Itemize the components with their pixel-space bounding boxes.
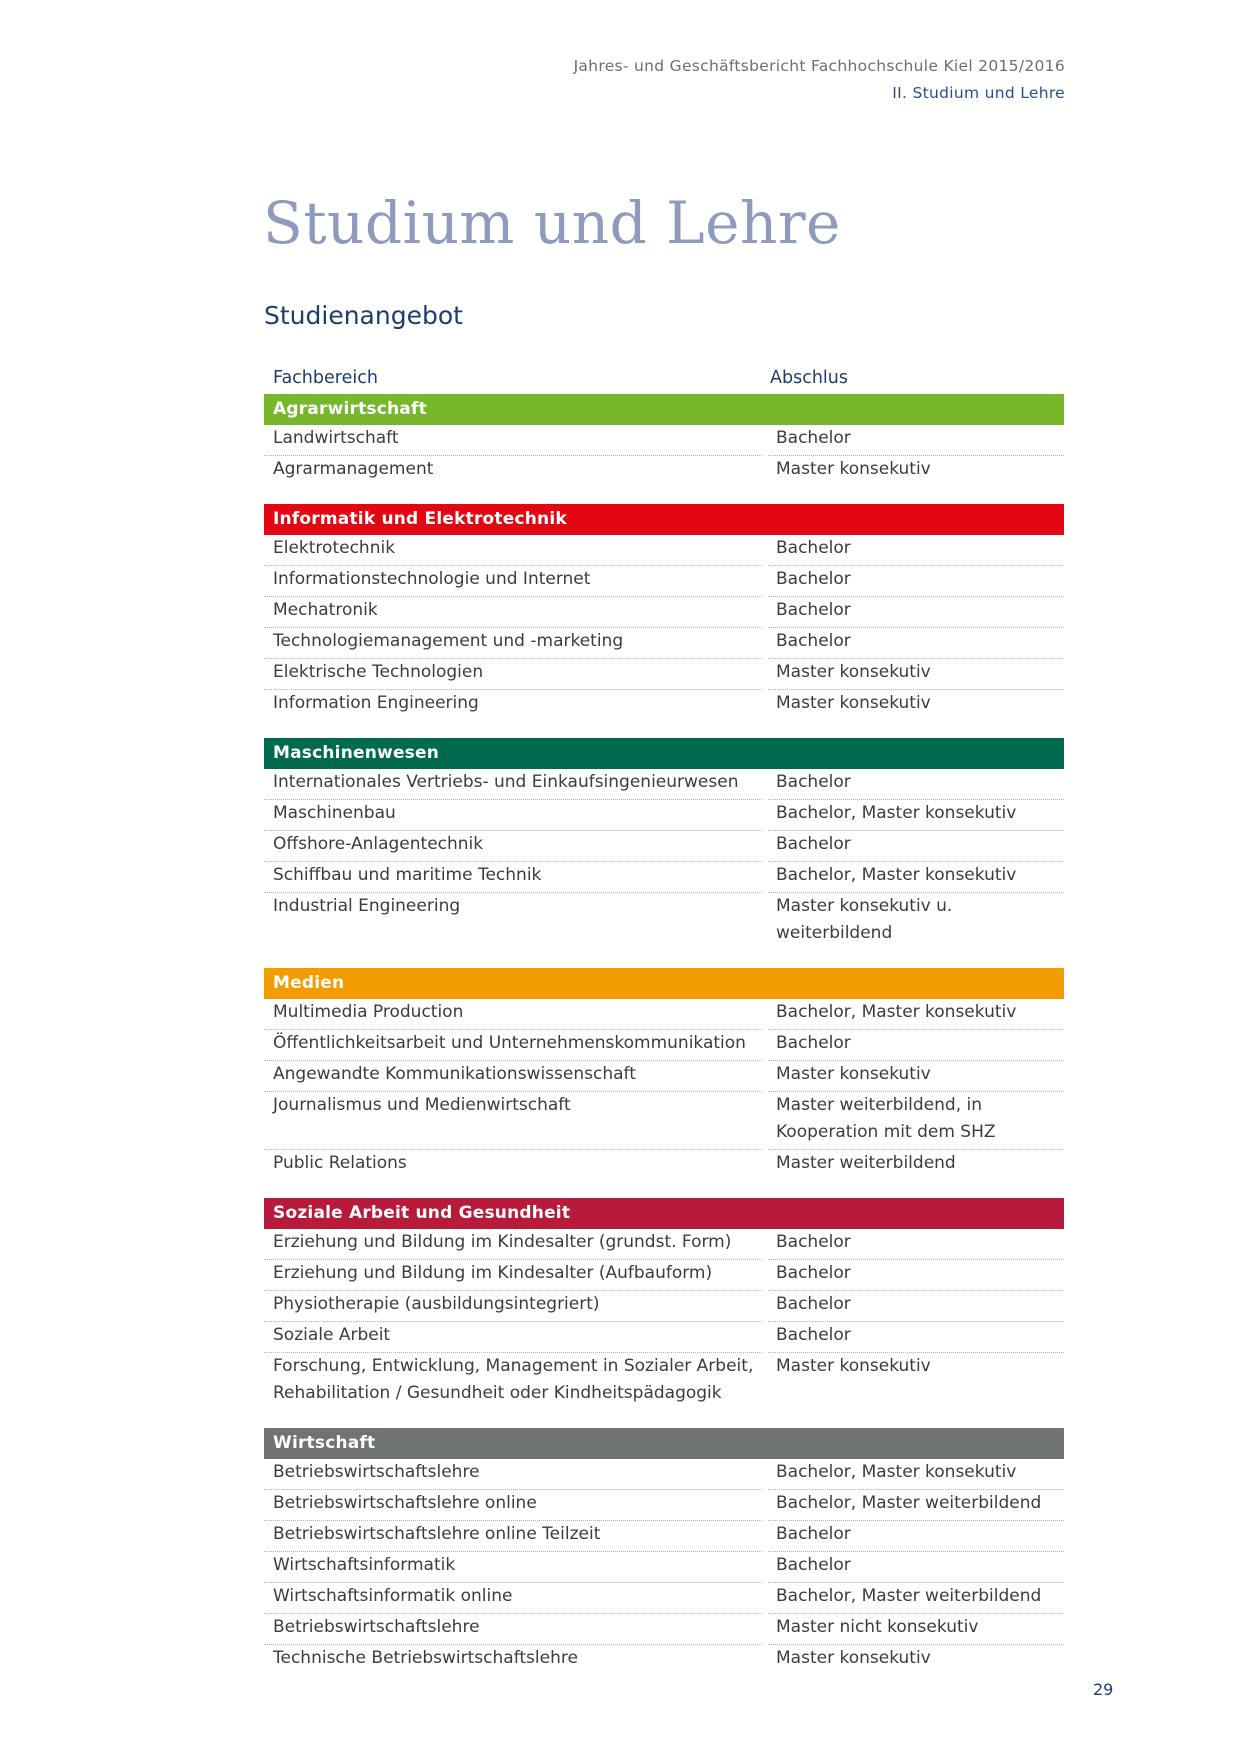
table-row (264, 862, 1064, 893)
faculty-header: Informatik und Elektrotechnik (264, 504, 1064, 535)
faculty-header: Soziale Arbeit und Gesundheit (264, 1198, 1064, 1229)
degree-type: Master konsekutiv (768, 1061, 1064, 1092)
degree-type: Bachelor (768, 1322, 1064, 1353)
report-title: Jahres- und Geschäftsbericht Fachhochschule Kiel 2015/2016 (573, 57, 1065, 75)
table-row (264, 1490, 1064, 1521)
table-row (264, 1260, 1064, 1291)
table-row (264, 769, 1064, 800)
program-name: Elektrische Technologien (264, 659, 762, 690)
degree-type: Bachelor (768, 769, 1064, 800)
degree-type: Bachelor (768, 1291, 1064, 1322)
table-row (264, 1229, 1064, 1260)
faculty-group (264, 738, 1064, 950)
table-row (264, 1645, 1064, 1675)
column-header-abschluss: Abschlus (770, 368, 848, 388)
table-row (264, 628, 1064, 659)
degree-type: Bachelor (768, 628, 1064, 659)
page-number: 29 (1093, 1680, 1114, 1699)
program-name: Information Engineering (273, 693, 479, 713)
degree-type: Bachelor, Master weiterbildend (768, 1490, 1064, 1521)
table-row (264, 659, 1064, 690)
program-name: Soziale Arbeit (264, 1322, 762, 1353)
degree-type: Bachelor (768, 1260, 1064, 1291)
faculty-header: Agrarwirtschaft (264, 394, 1064, 425)
program-name: Physiotherapie (ausbildungsintegriert) (264, 1291, 762, 1322)
faculty-group (264, 1198, 1064, 1410)
program-name: Betriebswirtschaftslehre online Teilzeit (264, 1521, 762, 1552)
page-title: Studium und Lehre (263, 189, 841, 257)
faculty-groups (264, 394, 1064, 1675)
program-name: Multimedia Production (264, 999, 762, 1030)
table-row (264, 1459, 1064, 1490)
degree-type: Master konsekutiv (776, 693, 931, 713)
degree-type: Master konsekutiv (776, 1356, 931, 1376)
degree-type: Bachelor (768, 535, 1064, 566)
program-name: Mechatronik (264, 597, 762, 628)
running-head (574, 53, 1065, 107)
table-row (264, 893, 1064, 950)
faculty-group (264, 394, 1064, 486)
table-row (264, 1061, 1064, 1092)
program-name: Landwirtschaft (264, 425, 762, 456)
program-name: Erziehung und Bildung im Kindesalter (grundst. Form) (264, 1229, 762, 1260)
chapter-label: II. Studium und Lehre (892, 84, 1065, 102)
table-row (264, 535, 1064, 566)
degree-type: Master konsekutiv (776, 459, 931, 479)
degree-type: Bachelor (768, 1521, 1064, 1552)
degree-type: Master weiterbildend (776, 1153, 956, 1173)
program-name: Informationstechnologie und Internet (264, 566, 762, 597)
program-name: Public Relations (273, 1153, 407, 1173)
program-name: Internationales Vertriebs- und Einkaufsingenieurwesen (264, 769, 762, 800)
degree-type: Bachelor (768, 566, 1064, 597)
degree-type: Master konsekutiv (768, 659, 1064, 690)
program-name: Offshore-Anlagentechnik (264, 831, 762, 862)
degree-type: Bachelor, Master konsekutiv (768, 800, 1064, 831)
table-row (264, 1552, 1064, 1583)
program-table (264, 362, 1064, 1693)
program-name: Betriebswirtschaftslehre (264, 1459, 762, 1490)
degree-type: Bachelor, Master konsekutiv (768, 999, 1064, 1030)
table-row (264, 1521, 1064, 1552)
table-row (264, 1150, 1064, 1180)
table-row (264, 831, 1064, 862)
table-row (264, 999, 1064, 1030)
table-row (264, 597, 1064, 628)
program-name: Industrial Engineering (273, 896, 461, 916)
table-row (264, 1291, 1064, 1322)
degree-type: Master konsekutiv u. weiterbildend (776, 896, 953, 943)
degree-type: Bachelor (768, 597, 1064, 628)
faculty-group (264, 504, 1064, 720)
faculty-header: Wirtschaft (264, 1428, 1064, 1459)
degree-type: Bachelor (768, 1552, 1064, 1583)
degree-type: Bachelor, Master konsekutiv (768, 862, 1064, 893)
program-name: Forschung, Entwicklung, Management in Sozialer Arbeit, Rehabilitation / Gesundheit oder Kindheitspädagogik (273, 1356, 754, 1403)
degree-type: Bachelor (768, 425, 1064, 456)
program-name: Öffentlichkeitsarbeit und Unternehmenskommunikation (264, 1030, 762, 1061)
program-name: Angewandte Kommunikationswissenschaft (264, 1061, 762, 1092)
program-name: Elektrotechnik (264, 535, 762, 566)
table-row (264, 566, 1064, 597)
faculty-header: Maschinenwesen (264, 738, 1064, 769)
program-name: Betriebswirtschaftslehre (264, 1614, 762, 1645)
section-heading: Studienangebot (264, 301, 463, 330)
program-name: Technologiemanagement und -marketing (264, 628, 762, 659)
degree-type: Master nicht konsekutiv (768, 1614, 1064, 1645)
table-row (264, 800, 1064, 831)
table-row (264, 1030, 1064, 1061)
degree-type: Bachelor, Master konsekutiv (768, 1459, 1064, 1490)
table-row (264, 456, 1064, 486)
table-row (264, 1322, 1064, 1353)
degree-type: Master konsekutiv (776, 1648, 931, 1668)
program-name: Journalismus und Medienwirtschaft (264, 1092, 762, 1150)
program-name: Wirtschaftsinformatik (264, 1552, 762, 1583)
table-row (264, 1353, 1064, 1410)
degree-type: Bachelor (768, 831, 1064, 862)
table-row (264, 1614, 1064, 1645)
program-name: Betriebswirtschaftslehre online (264, 1490, 762, 1521)
column-header-fachbereich: Fachbereich (273, 368, 378, 388)
degree-type: Bachelor (768, 1229, 1064, 1260)
table-row (264, 425, 1064, 456)
program-name: Agrarmanagement (273, 459, 434, 479)
faculty-header: Medien (264, 968, 1064, 999)
table-header (264, 362, 1064, 394)
table-row (264, 690, 1064, 720)
program-name: Erziehung und Bildung im Kindesalter (Aufbauform) (264, 1260, 762, 1291)
program-name: Schiffbau und maritime Technik (264, 862, 762, 893)
degree-type: Bachelor, Master weiterbildend (768, 1583, 1064, 1614)
program-name: Wirtschaftsinformatik online (264, 1583, 762, 1614)
table-row (264, 1092, 1064, 1150)
program-name: Maschinenbau (264, 800, 762, 831)
degree-type: Master weiterbildend, in Kooperation mit dem SHZ (768, 1092, 1064, 1150)
faculty-group (264, 1428, 1064, 1675)
degree-type: Bachelor (768, 1030, 1064, 1061)
program-name: Technische Betriebswirtschaftslehre (273, 1648, 578, 1668)
table-row (264, 1583, 1064, 1614)
faculty-group (264, 968, 1064, 1180)
